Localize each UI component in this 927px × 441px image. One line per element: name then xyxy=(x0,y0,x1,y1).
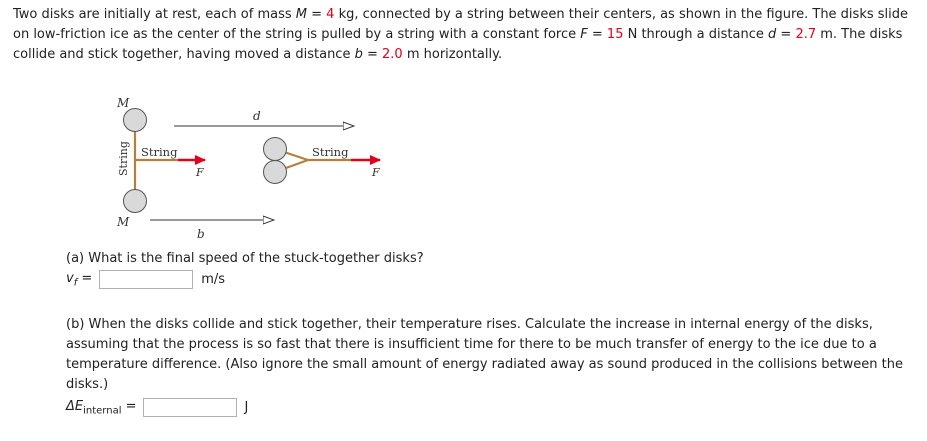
part-b-var-sub: internal xyxy=(83,405,122,417)
string-label-left: String xyxy=(141,145,178,159)
equals-3: = xyxy=(776,27,796,42)
force-label-left: F xyxy=(196,166,204,179)
part-a-question: (a) What is the final speed of the stuck-together disks? xyxy=(66,251,424,266)
disk-right-bottom xyxy=(264,161,287,184)
disk-top xyxy=(124,109,147,132)
part-a-equals: = xyxy=(77,270,93,286)
part-b-variable xyxy=(66,399,137,417)
disks-figure xyxy=(108,92,398,242)
problem-text-4: m. The disks collide and stick together, having moved a distance xyxy=(13,27,903,62)
part-b-question: (b) When the disks collide and stick together, their temperature rises. Calculate the increase in internal energy of the disks, assuming that the process is so fast that there is insufficient time for there to be much transfer of energy to the ice due to a temperature difference. (Also ignore the small amount of energy radiated away as sound produced in the collisions between the disks.) xyxy=(66,317,903,392)
mass-symbol: M xyxy=(295,7,307,22)
problem-text-5: m horizontally. xyxy=(402,47,503,62)
internal-energy-input[interactable] xyxy=(143,398,237,417)
force-value: 15 xyxy=(606,27,624,42)
part-b-unit: J xyxy=(244,400,249,415)
part-a-var-sub: f xyxy=(73,277,78,289)
part-a-unit: m/s xyxy=(201,272,226,287)
distance-b-symbol: b xyxy=(354,47,363,62)
string-label-vertical: String xyxy=(117,141,130,176)
distance-b-value: 2.0 xyxy=(382,47,403,62)
disk-bottom xyxy=(124,190,147,213)
mass-label-top: M xyxy=(117,96,130,110)
distance-d-label: d xyxy=(253,109,261,123)
problem-text-3: N through a distance xyxy=(623,27,768,42)
string-label-right: String xyxy=(312,145,349,159)
force-symbol: F xyxy=(580,27,588,42)
part-b-var-main: ΔE xyxy=(66,398,84,414)
part-a-answer-row xyxy=(66,270,225,289)
force-label-right: F xyxy=(372,166,380,179)
problem-text-2: kg, connected by a string between their centers, as shown in the figure. The disks slide on low-friction ice as the center of the string is pulled by a string with a constant force xyxy=(13,7,908,42)
mass-label-bottom: M xyxy=(117,215,130,229)
part-a-variable xyxy=(66,271,92,289)
disk-right-top xyxy=(264,138,287,161)
final-speed-input[interactable] xyxy=(99,270,193,289)
distance-b-label: b xyxy=(197,227,205,241)
equals-4: = xyxy=(362,47,383,62)
equals-2: = xyxy=(587,27,607,42)
mass-value: 4 xyxy=(326,7,335,22)
part-a-var-main: v xyxy=(66,270,74,286)
part-b-equals: = xyxy=(121,398,137,414)
problem-statement xyxy=(13,5,918,65)
part-b-answer-row xyxy=(66,398,248,417)
equals-1: = xyxy=(306,7,327,22)
problem-text-1: Two disks are initially at rest, each of mass xyxy=(13,7,296,22)
distance-d-value: 2.7 xyxy=(795,27,817,42)
distance-d-symbol: d xyxy=(768,27,777,42)
